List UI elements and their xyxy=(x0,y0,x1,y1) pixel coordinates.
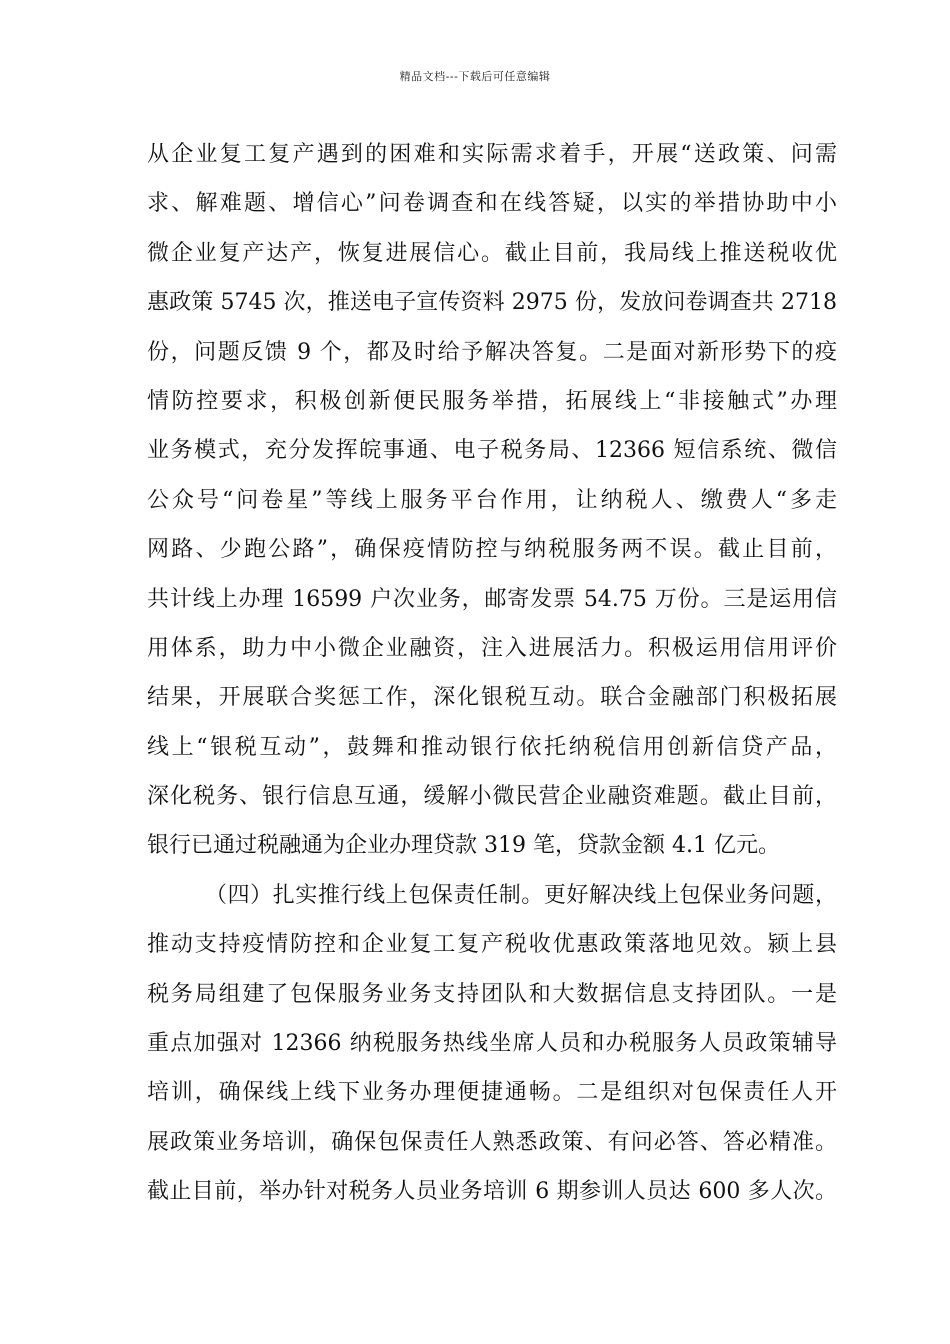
paragraph xyxy=(147,871,837,1217)
text-line: 惠政策 5745 次，推送电子宣传资料 2975 份，发放问卷调查共 2718 xyxy=(147,290,837,316)
text-line: 结果，开展联合奖惩工作，深化银税互动。联合金融部门积极拓展 xyxy=(147,685,837,711)
text-line: 线上“银税互动”，鼓舞和推动银行依托纳税信用创新信贷产品， xyxy=(147,734,837,760)
text-line: 深化税务、银行信息互通，缓解小微民营企业融资难题。截止目前， xyxy=(147,784,837,810)
text-line: 银行已通过税融通为企业办理贷款 319 笔，贷款金额 4.1 亿元。 xyxy=(147,833,780,859)
text-line: 培训，确保线上线下业务办理便捷通畅。二是组织对包保责任人开 xyxy=(147,1080,837,1106)
text-line: 展政策业务培训，确保包保责任人熟悉政策、有问必答、答必精准。 xyxy=(147,1129,837,1155)
text-line: 共计线上办理 16599 户次业务，邮寄发票 54.75 万份。三是运用信 xyxy=(147,586,837,612)
text-line: 公众号“问卷星”等线上服务平台作用，让纳税人、缴费人“多走 xyxy=(147,487,837,513)
text-line: 网路、少跑公路”，确保疫情防控与纳税服务两不误。截止目前， xyxy=(147,537,837,563)
text-line: 推动支持疫情防控和企业复工复产税收优惠政策落地见效。颍上县 xyxy=(147,932,837,958)
document-body xyxy=(147,130,837,1217)
text-line: 情防控要求，积极创新便民服务举措，拓展线上“非接触式”办理 xyxy=(147,388,837,414)
text-line: 用体系，助力中小微企业融资，注入进展活力。积极运用信用评价 xyxy=(147,635,837,661)
text-line: 份，问题反馈 9 个，都及时给予解决答复。二是面对新形势下的疫 xyxy=(147,339,837,365)
page-header: 精品文档---下载后可任意编辑 xyxy=(399,70,551,83)
text-line: 税务局组建了包保服务业务支持团队和大数据信息支持团队。一是 xyxy=(147,981,837,1007)
text-line: 微企业复产达产，恢复进展信心。截止目前，我局线上推送税收优 xyxy=(147,240,837,266)
text-line: 求、解难题、增信心”问卷调查和在线答疑，以实的举措协助中小 xyxy=(147,191,837,217)
paragraph xyxy=(147,130,837,871)
text-line: 重点加强对 12366 纳税服务热线坐席人员和办税服务人员政策辅导 xyxy=(147,1031,837,1057)
text-line: 截止目前，举办针对税务人员业务培训 6 期参训人员达 600 多人次。 xyxy=(147,1179,837,1205)
text-line: 业务模式，充分发挥皖事通、电子税务局、12366 短信系统、微信 xyxy=(147,438,837,464)
text-line: （四）扎实推行线上包保责任制。更好解决线上包保业务问题， xyxy=(205,882,837,908)
text-line: 从企业复工复产遇到的困难和实际需求着手，开展“送政策、问需 xyxy=(147,142,837,167)
